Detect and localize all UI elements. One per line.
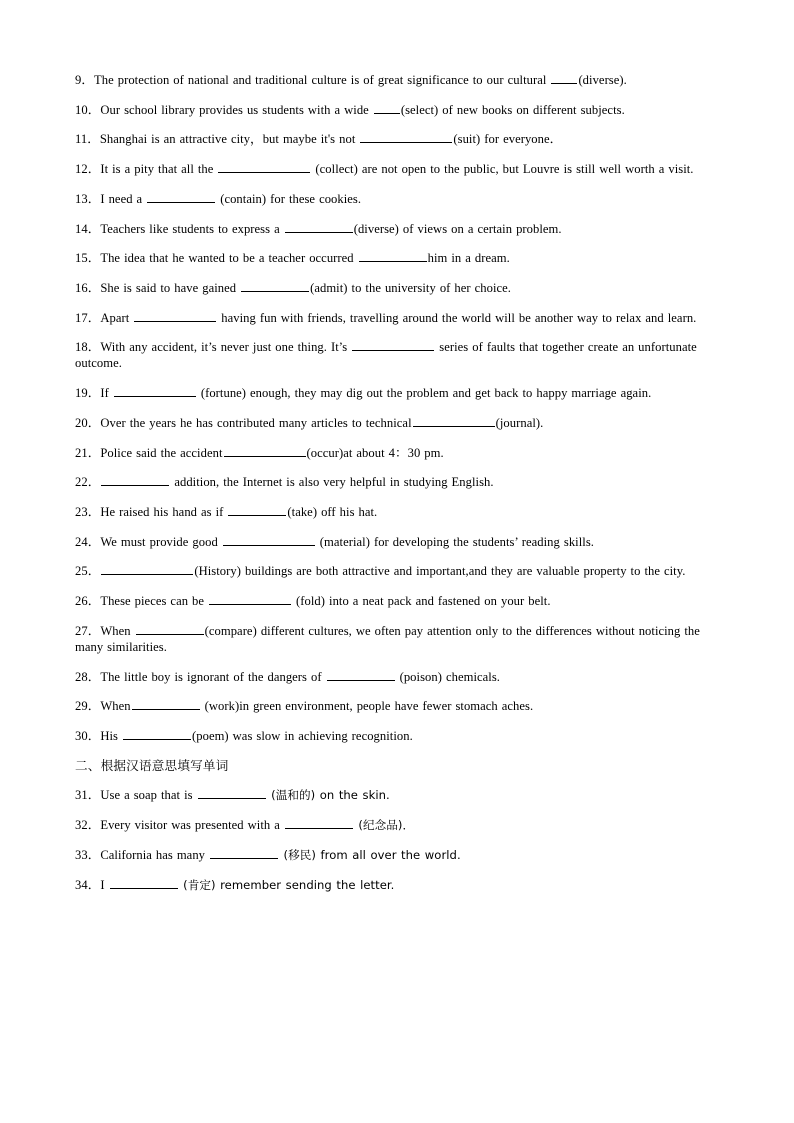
answer-blank[interactable] <box>134 310 216 322</box>
answer-blank[interactable] <box>132 699 200 711</box>
item-text-before-blank: She is said to have gained <box>100 280 241 295</box>
item-number: 30． <box>75 728 101 743</box>
item-number: 9． <box>75 73 94 87</box>
item-text-before-blank: Every visitor was presented with a <box>100 818 284 833</box>
item-text-before-blank: When <box>100 699 131 714</box>
item-number: 26． <box>75 594 101 609</box>
item-text-after-blank: (poem) was slow in achieving recognition. <box>192 728 413 743</box>
item-number: 27． <box>75 623 101 638</box>
item-text-after-blank: (纪念品)． <box>353 818 415 833</box>
item-text-before-blank: Shanghai is an attractive city，but maybe it's not <box>99 132 360 147</box>
answer-blank[interactable] <box>285 221 353 233</box>
fill-blank-item <box>75 102 719 118</box>
item-text-after-blank: (take) off his hat. <box>287 504 378 519</box>
item-text-after-blank: (suit) for everyone． <box>453 132 563 147</box>
answer-blank[interactable] <box>218 161 310 173</box>
item-number: 20． <box>75 415 101 430</box>
item-text-after-blank: (work)in green environment, people have fewer stomach aches. <box>200 699 534 714</box>
item-text-before-blank: Use a soap that is <box>100 788 197 803</box>
item-number: 24． <box>75 534 101 549</box>
item-text-after-blank: (poison) chemicals. <box>395 669 500 684</box>
item-text-before-blank: Teachers like students to express a <box>100 221 284 236</box>
item-number: 14． <box>75 221 101 236</box>
item-text-after-blank: (contain) for these cookies. <box>216 191 362 206</box>
fill-blank-item <box>75 161 719 177</box>
answer-blank[interactable] <box>285 817 353 829</box>
item-text-before-blank: It is a pity that all the <box>100 162 218 177</box>
item-text-before-blank: If <box>100 386 113 401</box>
section-heading: 二、根据汉语意思填写单词 <box>75 757 229 773</box>
fill-blank-item <box>75 445 719 461</box>
item-text-before-blank: The little boy is ignorant of the dangers of <box>100 669 326 684</box>
item-number: 21． <box>75 445 101 460</box>
fill-blank-item <box>75 415 719 431</box>
item-text-before-blank: Apart <box>100 310 134 325</box>
item-text-after-blank: (History) buildings are both attractive and important,and they are valuable property to the city. <box>194 564 686 579</box>
answer-blank[interactable] <box>551 72 577 84</box>
item-text-after-blank: (diverse). <box>578 73 627 87</box>
fill-blank-item <box>75 310 719 326</box>
item-number: 12． <box>75 162 101 177</box>
answer-blank[interactable] <box>413 415 495 427</box>
item-text-before-blank: When <box>100 623 135 638</box>
fill-blank-item <box>75 504 719 520</box>
fill-blank-item <box>75 385 719 401</box>
fill-blank-item <box>75 474 719 490</box>
answer-blank[interactable] <box>241 280 309 292</box>
item-number: 16． <box>75 280 101 295</box>
item-text-before-blank: California has many <box>100 847 210 862</box>
item-text-before-blank: I <box>100 877 109 892</box>
fill-blank-item <box>75 534 719 550</box>
item-number: 28． <box>75 669 101 684</box>
item-number: 19． <box>75 386 101 401</box>
item-number: 33． <box>75 847 101 862</box>
fill-blank-item <box>75 280 719 296</box>
item-number: 17． <box>75 310 101 325</box>
answer-blank[interactable] <box>114 385 196 397</box>
item-text-after-blank: (fold) into a neat pack and fastened on your belt. <box>292 594 551 609</box>
item-text-after-blank: (journal). <box>495 415 544 430</box>
fill-blank-item <box>75 728 719 744</box>
fill-blank-item <box>75 72 719 88</box>
item-number: 23． <box>75 504 101 519</box>
item-text-after-blank: (温和的) on the skin. <box>266 788 390 803</box>
item-text-after-blank: addition, the Internet is also very helpful in studying English. <box>170 475 494 490</box>
item-text-before-blank: Our school library provides us students with a wide <box>100 102 373 117</box>
item-text-after-blank: (select) of new books on different subjects. <box>400 102 625 117</box>
item-text-before-blank: The idea that he wanted to be a teacher occurred <box>100 251 358 266</box>
fill-blank-item <box>75 623 719 655</box>
chinese-word-item <box>75 817 719 833</box>
item-text-after-blank: (肯定) remember sending the letter. <box>178 877 395 892</box>
item-number: 22． <box>75 475 101 490</box>
item-text-after-blank: series of faults that together create an unfortunate outcome. <box>75 340 697 371</box>
fill-blank-item <box>75 698 719 714</box>
item-text-before-blank: He raised his hand as if <box>100 504 228 519</box>
answer-blank[interactable] <box>123 728 191 740</box>
item-number: 29． <box>75 699 101 714</box>
item-text-before-blank: His <box>100 728 122 743</box>
item-text-before-blank: The protection of national and traditional culture is of great significance to our cultural <box>94 73 551 87</box>
answer-blank[interactable] <box>198 788 266 800</box>
fill-blank-item <box>75 191 719 207</box>
answer-blank[interactable] <box>359 251 427 263</box>
item-text-after-blank: him in a dream. <box>427 251 510 266</box>
item-text-after-blank: (admit) to the university of her choice. <box>310 280 511 295</box>
fill-blank-item <box>75 131 719 147</box>
answer-blank[interactable] <box>209 593 291 605</box>
fill-blank-item <box>75 563 719 579</box>
item-number: 32． <box>75 818 101 833</box>
item-text-before-blank: These pieces can be <box>100 594 209 609</box>
fill-blank-item <box>75 339 719 371</box>
item-text-after-blank: (compare) different cultures, we often pay attention only to the differences without noticing the many similarities. <box>75 623 700 654</box>
item-number: 15． <box>75 251 101 266</box>
answer-blank[interactable] <box>228 504 286 516</box>
item-text-after-blank: (collect) are not open to the public, but Louvre is still well worth a visit. <box>311 162 694 177</box>
chinese-word-item <box>75 787 719 803</box>
answer-blank[interactable] <box>374 102 400 114</box>
fill-blank-item <box>75 221 719 237</box>
chinese-word-item <box>75 877 719 893</box>
item-number: 34． <box>75 877 101 892</box>
answer-blank[interactable] <box>223 534 315 546</box>
answer-blank[interactable] <box>210 847 278 859</box>
fill-blank-item <box>75 593 719 609</box>
item-text-before-blank: With any accident, it’s never just one thing. It’s <box>100 340 352 355</box>
item-number: 13． <box>75 191 101 206</box>
answer-blank[interactable] <box>101 564 193 576</box>
item-text-before-blank: We must provide good <box>100 534 222 549</box>
item-text-after-blank: having fun with friends, travelling around the world will be another way to relax and learn. <box>217 310 697 325</box>
item-text-after-blank: (occur)at about 4：30 pm. <box>306 445 444 460</box>
answer-blank[interactable] <box>352 340 434 352</box>
item-number: 25． <box>75 564 101 579</box>
item-number: 31． <box>75 788 101 803</box>
exercise-list-fill-in-word-form <box>75 72 719 744</box>
answer-blank[interactable] <box>327 669 395 681</box>
item-text-after-blank: (移民) from all over the world. <box>279 847 461 862</box>
item-text-before-blank: I need a <box>100 191 147 206</box>
item-number: 18． <box>75 340 101 355</box>
item-text-after-blank: (fortune) enough, they may dig out the problem and get back to happy marriage again. <box>196 386 652 401</box>
chinese-word-item <box>75 847 719 863</box>
answer-blank[interactable] <box>360 132 452 144</box>
fill-blank-item <box>75 669 719 685</box>
item-number: 11． <box>75 132 100 147</box>
item-text-after-blank: (material) for developing the students’ reading skills. <box>315 534 594 549</box>
answer-blank[interactable] <box>110 877 178 889</box>
item-text-before-blank: Police said the accident <box>100 445 223 460</box>
answer-blank[interactable] <box>136 623 204 635</box>
item-number: 10． <box>75 102 101 117</box>
answer-blank[interactable] <box>224 445 306 457</box>
exercise-list-chinese-meaning <box>75 787 719 892</box>
item-text-before-blank: Over the years he has contributed many articles to technical <box>100 415 412 430</box>
item-text-after-blank: (diverse) of views on a certain problem. <box>353 221 562 236</box>
answer-blank[interactable] <box>147 191 215 203</box>
fill-blank-item <box>75 250 719 266</box>
answer-blank[interactable] <box>101 475 169 487</box>
